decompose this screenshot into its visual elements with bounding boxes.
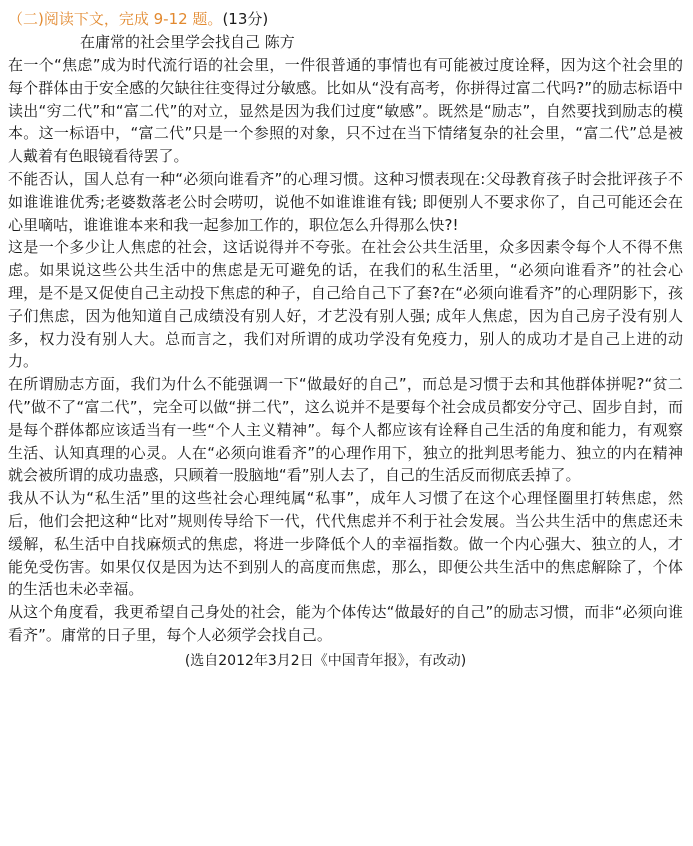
question-header <box>8 8 683 30</box>
article-paragraph: 不能否认，国人总有一种“必须向谁看齐”的心理习惯。这种习惯表现在:父母教育孩子时会批评孩子不如谁谁谁优秀;老婆数落老公时会唠叨，说他不如谁谁谁有钱; 即便别人不要求你了，自己可能还会在心里嘀咕，谁谁谁本来和我一起参加工作的，职位怎么升得那么快?! <box>8 169 683 234</box>
article-paragraph: 我从不认为“私生活”里的这些社会心理纯属“私事”，成年人习惯了在这个心理怪圈里打转焦虑，然后，他们会把这种“比对”规则传导给下一代，代代焦虑并不利于社会发展。当公共生活中的焦虑还未缓解，私生活中自找麻烦式的焦虑，将进一步降低个人的幸福指数。做一个内心强大、独立的人，才能免受伤害。如果仅仅是因为达不到别人的高度而焦虑，那么，即便公共生活中的焦虑解除了，个体的生活也未必幸福。 <box>8 489 683 599</box>
article-paragraph: 从这个角度看，我更希望自己身处的社会，能为个体传达“做最好的自己”的励志习惯，而非“必须向谁看齐”。庸常的日子里，每个人必须学会找自己。 <box>8 603 683 644</box>
article-title: 在庸常的社会里学会找自己 陈方 <box>80 33 295 51</box>
question-points: (13分) <box>222 10 269 28</box>
article-source: (选自2012年3月2日《中国青年报》，有改动) <box>184 652 467 669</box>
article-paragraph: 在所谓励志方面，我们为什么不能强调一下“做最好的自己”，而总是习惯于去和其他群体拼呢?“贫二代”做不了“富二代”，完全可以做“拼二代”，这么说并不是要每个社会成员都安分守己、固步自封，而是每个群体都应该适当有一些“个人主义精神”。每个人都应该有诠释自己生活的角度和能力，有观察生活、认知真理的心灵。人在“必须向谁看齐”的心理作用下，独立的批判思考能力、独立的内在精神就会被所谓的成功蛊惑，只顾着一股脑地“看”别人去了，自己的生活反而彻底丢掉了。 <box>8 375 683 485</box>
article-paragraph: 这是一个多少让人焦虑的社会，这话说得并不夸张。在社会公共生活里，众多因素令每个人不得不焦虑。如果说这些公共生活中的焦虑是无可避免的话，在我们的私生活里，“必须向谁看齐”的社会心理，是不是又促使自己主动投下焦虑的种子，自己给自己下了套?在“必须向谁看齐”的心理阴影下，孩子们焦虑，因为他知道自己成绩没有别人好，才艺没有别人强; 成年人焦虑，因为自己房子没有别人多，权力没有别人大。总而言之，我们对所谓的成功学没有免疫力，别人的成功才是自己上进的动力。 <box>8 238 683 371</box>
article-paragraph: 在一个“焦虑”成为时代流行语的社会里，一件很普通的事情也有可能被过度诠释，因为这个社会里的每个群体由于安全感的欠缺往往变得过分敏感。比如从“没有高考，你拼得过富二代吗?”的励志标语中读出“穷二代”和“富二代”的对立，显然是因为我们过度“敏感”。既然是“励志”，自然要找到励志的模本。这一标语中，“富二代”只是一个参照的对象，只不过在当下情绪复杂的社会里，“富二代”总是被人戴着有色眼镜看待罢了。 <box>8 56 683 166</box>
article-body <box>8 54 683 647</box>
question-instruction: （二)阅读下文，完成 9-12 题。 <box>8 10 223 28</box>
